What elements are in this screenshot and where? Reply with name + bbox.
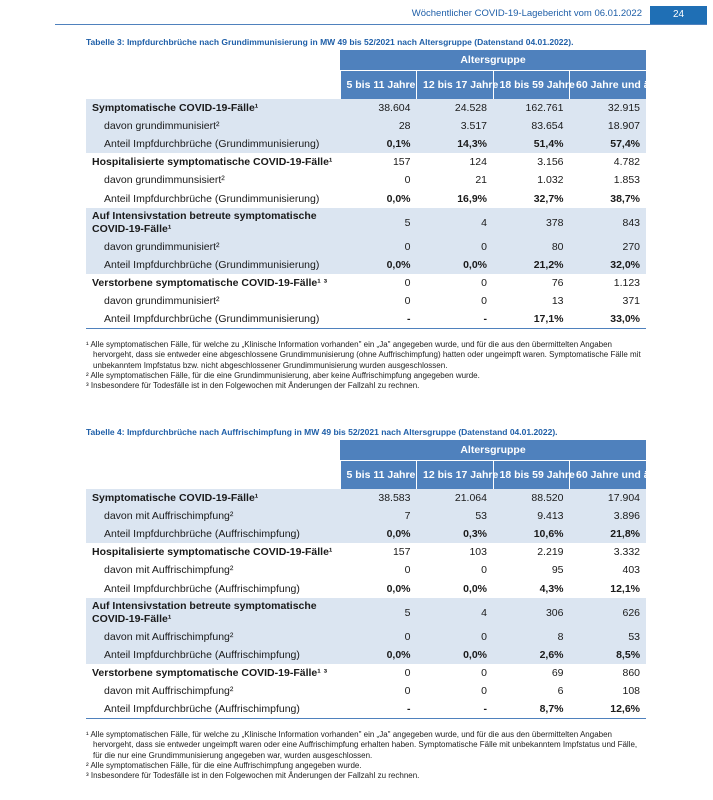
column-header: 60 Jahre und älter: [570, 461, 647, 490]
cell-value: 24.528: [417, 99, 494, 117]
cell-value: 80: [493, 238, 570, 256]
footnote: ¹ Alle symptomatischen Fälle, für welche zu „Klinische Information vorhanden" ein „Ja" angegeben wurde, und für die aus den übermittelten Angaben hervorgeht, dass sie entweder eine abgeschlossene Grundimmunisierung (ohne Auffrischimpfung) hatten oder ungeimpft waren. Symptomatische Fälle mit unbekanntem Impfstatus bzw. nicht abgeschlossener Grundimmunisierung wurden ausgeschlossen.: [86, 340, 641, 370]
cell-value: 14,3%: [417, 135, 494, 153]
cell-value: -: [483, 702, 487, 715]
row-label: Verstorbene symptomatische COVID-19-Fälle¹ ³: [92, 666, 328, 679]
cell-value: 8,7%: [539, 702, 564, 715]
table-row: [86, 525, 646, 543]
table-row: [86, 628, 646, 646]
row-label: Anteil Impfdurchbrüche (Grundimmunisierung): [104, 312, 320, 325]
cell-value: 2.219: [537, 546, 564, 559]
footnote: ³ Insbesondere für Todesfälle ist in den Folgewochen mit Änderungen der Fallzahl zu rechnen.: [86, 771, 420, 781]
cell-value: 0: [481, 684, 487, 697]
cell-value: 0: [481, 276, 487, 289]
row-label: Verstorbene symptomatische COVID-19-Fälle¹ ³: [92, 276, 328, 289]
table-row: [86, 135, 646, 153]
cell-value: 13: [551, 294, 564, 307]
table-row: [86, 646, 646, 664]
row-label: Hospitalisierte symptomatische COVID-19-Fälle¹: [92, 546, 333, 559]
cell-value: 371: [622, 294, 641, 307]
row-label: davon mit Auffrischimpfung²: [104, 684, 234, 697]
table-row: [86, 171, 646, 189]
table-row: [86, 598, 646, 628]
cell-value: 0: [404, 294, 411, 307]
cell-value: 124: [469, 156, 487, 169]
cell-value: 38,7%: [610, 192, 641, 205]
cell-value: 21: [475, 174, 487, 187]
cell-value: 4: [417, 598, 494, 628]
table-row: [86, 561, 646, 579]
row-label: Symptomatische COVID-19-Fälle¹: [86, 99, 340, 117]
cell-value: 21,8%: [570, 525, 647, 543]
cell-value: 306: [493, 598, 570, 628]
cell-value: 3.332: [613, 546, 641, 559]
cell-value: 0,0%: [340, 525, 417, 543]
age-group-header: Altersgruppe: [340, 50, 646, 71]
footnote: ¹ Alle symptomatischen Fälle, für welche zu „Klinische Information vorhanden" ein „Ja" angegeben wurde, und für die aus den übermittelten Angaben hervorgeht, dass sie entweder ungeimpft waren oder eine Auffrischimpfung erhalten haben. Symptomatische Fälle mit unbekanntem Impfstatus und Fälle, für die nur eine Grundimmunisierung angegeben war, wurden ausgeschlossen.: [86, 730, 638, 760]
cell-value: 0: [481, 666, 487, 679]
row-label: Anteil Impfdurchbrüche (Grundimmunisierung): [86, 256, 340, 274]
cell-value: 0: [481, 294, 487, 307]
cell-value: 32,7%: [533, 192, 564, 205]
cell-value: 0,0%: [340, 256, 417, 274]
cell-value: 157: [392, 156, 411, 169]
cell-value: 32.915: [570, 99, 647, 117]
column-header: 60 Jahre und älter: [570, 71, 647, 100]
footnote: ² Alle symptomatischen Fälle, für die eine Grundimmunisierung, aber keine Auffrischimpfung angegeben wurde.: [86, 370, 480, 380]
cell-value: 4,3%: [539, 582, 564, 595]
table-row: [86, 292, 646, 310]
cell-value: 21,2%: [493, 256, 570, 274]
cell-value: 1.853: [613, 174, 641, 187]
cell-value: 28: [340, 117, 417, 135]
table-row: [86, 153, 646, 171]
page-number: 24: [650, 6, 707, 24]
row-label: Anteil Impfdurchbrüche (Grundimmunisierung): [104, 192, 320, 205]
cell-value: 16,9%: [457, 192, 487, 205]
cell-value: 0: [404, 684, 411, 697]
cell-value: 2,6%: [493, 646, 570, 664]
cell-value: 103: [469, 546, 487, 559]
row-label: davon mit Auffrischimpfung²: [86, 507, 340, 525]
cell-value: 0,0%: [417, 646, 494, 664]
cell-value: 12,6%: [610, 702, 641, 715]
cell-value: 33,0%: [610, 312, 641, 325]
cell-value: 5: [340, 598, 417, 628]
row-label: Symptomatische COVID-19-Fälle¹: [86, 489, 340, 507]
row-label: Anteil Impfdurchbrüche (Auffrischimpfung): [86, 646, 340, 664]
table3-caption: Tabelle 3: Impfdurchbrüche nach Grundimmunisierung in MW 49 bis 52/2021 nach Altersgruppe (Datenstand 04.01.2022).: [86, 37, 574, 47]
cell-value: 17.904: [570, 489, 647, 507]
table4-footnotes: [86, 730, 646, 781]
footnote: ³ Insbesondere für Todesfälle ist in den Folgewochen mit Änderungen der Fallzahl zu rechnen.: [86, 381, 420, 391]
header-rule: [55, 24, 707, 25]
cell-value: 8,5%: [570, 646, 647, 664]
cell-value: 1.032: [537, 174, 564, 187]
cell-value: -: [407, 312, 411, 325]
cell-value: 6: [557, 684, 564, 697]
cell-value: 12,1%: [610, 582, 641, 595]
column-header: 18 bis 59 Jahre: [493, 461, 570, 490]
cell-value: 4: [417, 208, 494, 238]
cell-value: 3.156: [537, 156, 564, 169]
cell-value: 1.123: [613, 276, 641, 289]
cell-value: 21.064: [417, 489, 494, 507]
cell-value: 95: [551, 564, 564, 577]
table-row: [86, 238, 646, 256]
cell-value: 626: [570, 598, 647, 628]
row-label: Anteil Impfdurchbrüche (Auffrischimpfung): [104, 702, 300, 715]
table-row: [86, 256, 646, 274]
table-row: [86, 489, 646, 507]
table-row: [86, 99, 646, 117]
cell-value: 0: [404, 174, 411, 187]
cell-value: 53: [417, 507, 494, 525]
row-label: davon grundimmunsisiert²: [104, 174, 225, 187]
cell-value: 69: [551, 666, 564, 679]
cell-value: 843: [570, 208, 647, 238]
row-label: davon grundimmunisiert²: [86, 117, 340, 135]
cell-value: 10,6%: [493, 525, 570, 543]
cell-value: 0: [340, 628, 417, 646]
cell-value: 0: [417, 238, 494, 256]
cell-value: 0,0%: [417, 256, 494, 274]
cell-value: 76: [551, 276, 564, 289]
cell-value: 57,4%: [570, 135, 647, 153]
table-row: [86, 274, 646, 292]
cell-value: 108: [622, 684, 641, 697]
row-label: Hospitalisierte symptomatische COVID-19-Fälle¹: [92, 156, 333, 169]
cell-value: 162.761: [493, 99, 570, 117]
cell-value: 88.520: [493, 489, 570, 507]
cell-value: 4.782: [613, 156, 641, 169]
cell-value: 270: [570, 238, 647, 256]
table-row: [86, 543, 646, 561]
table-row: [86, 700, 646, 719]
cell-value: 38.604: [340, 99, 417, 117]
cell-value: 157: [392, 546, 411, 559]
table-row: [86, 507, 646, 525]
cell-value: 0,0%: [463, 582, 487, 595]
cell-value: 0: [404, 666, 411, 679]
row-label: davon grundimmunisiert²: [86, 238, 340, 256]
cell-value: 0,0%: [386, 582, 411, 595]
page-header: [55, 6, 707, 22]
cell-value: 0: [340, 238, 417, 256]
report-title: Wöchentlicher COVID-19-Lagebericht vom 06.01.2022: [411, 8, 642, 19]
table-row: [86, 664, 646, 682]
row-label: Anteil Impfdurchbrüche (Auffrischimpfung): [104, 582, 300, 595]
cell-value: 0: [417, 628, 494, 646]
row-label: davon mit Auffrischimpfung²: [104, 564, 234, 577]
cell-value: 18.907: [570, 117, 647, 135]
cell-value: 0: [481, 564, 487, 577]
cell-value: 3.896: [570, 507, 647, 525]
cell-value: 9.413: [493, 507, 570, 525]
column-header: 18 bis 59 Jahre: [493, 71, 570, 100]
column-header: 12 bis 17 Jahre: [417, 461, 494, 490]
cell-value: 53: [570, 628, 647, 646]
row-label: Auf Intensivstation betreute symptomatische COVID-19-Fälle¹: [86, 598, 340, 628]
cell-value: 17,1%: [533, 312, 564, 325]
table-row: [86, 579, 646, 597]
cell-value: 0,0%: [386, 192, 411, 205]
table-row: [86, 208, 646, 238]
row-label: Anteil Impfdurchbrüche (Grundimmunisierung): [86, 135, 340, 153]
row-label: davon mit Auffrischimpfung²: [86, 628, 340, 646]
column-header: 5 bis 11 Jahre: [340, 461, 417, 490]
footnote: ² Alle symptomatischen Fälle, für die eine Auffrischimpfung angegeben wurde.: [86, 760, 362, 770]
column-header: 5 bis 11 Jahre: [340, 71, 417, 100]
cell-value: 378: [493, 208, 570, 238]
cell-value: 7: [340, 507, 417, 525]
cell-value: 0,3%: [417, 525, 494, 543]
age-group-header: Altersgruppe: [340, 440, 646, 461]
cell-value: 403: [622, 564, 641, 577]
cell-value: 32,0%: [570, 256, 647, 274]
table4-caption: Tabelle 4: Impfdurchbrüche nach Auffrischimpfung in MW 49 bis 52/2021 nach Altersgruppe (Datenstand 04.01.2022).: [86, 427, 558, 437]
cell-value: 0: [404, 276, 411, 289]
cell-value: 860: [622, 666, 641, 679]
cell-value: 5: [340, 208, 417, 238]
table-row: [86, 117, 646, 135]
row-label: Auf Intensivstation betreute symptomatische COVID-19-Fälle¹: [86, 208, 340, 238]
cell-value: 51,4%: [493, 135, 570, 153]
row-label: davon grundimmunisiert²: [104, 294, 220, 307]
column-header: 12 bis 17 Jahre: [417, 71, 494, 100]
cell-value: -: [483, 312, 487, 325]
cell-value: 0,0%: [340, 646, 417, 664]
cell-value: 38.583: [340, 489, 417, 507]
row-label: Anteil Impfdurchbrüche (Auffrischimpfung): [86, 525, 340, 543]
table3-footnotes: [86, 340, 646, 391]
table-row: [86, 189, 646, 207]
cell-value: 3.517: [417, 117, 494, 135]
cell-value: 83.654: [493, 117, 570, 135]
cell-value: 0: [404, 564, 411, 577]
cell-value: 8: [493, 628, 570, 646]
cell-value: 0,1%: [340, 135, 417, 153]
table4: [86, 440, 666, 719]
table3: [86, 50, 666, 329]
cell-value: -: [407, 702, 411, 715]
table-row: [86, 310, 646, 329]
table-row: [86, 682, 646, 700]
